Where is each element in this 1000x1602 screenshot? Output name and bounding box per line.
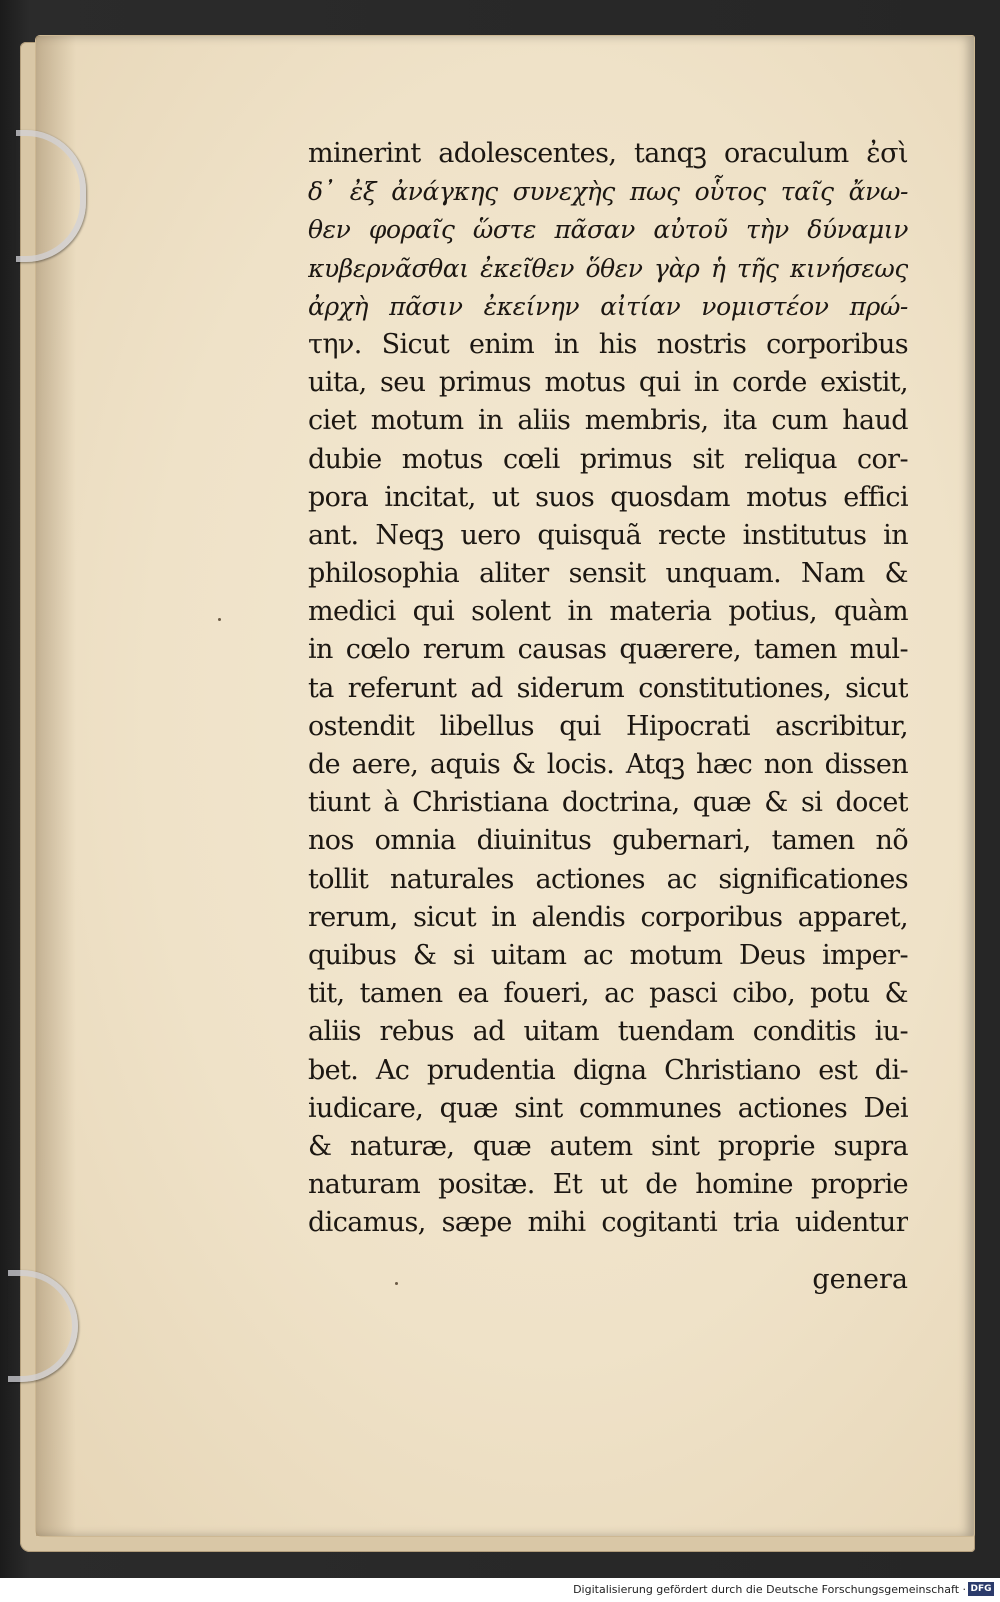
text-line: tit, tamen ea foueri, ac pasci cibo, potu & [308,978,908,1010]
text-line: in cœlo rerum causas quærere, tamen mul- [308,634,908,666]
text-line: ciet motum in aliis membris, ita cum haud [308,405,908,437]
text-line: dubie motus cœli primus sit reliqua cor- [308,443,908,475]
text-line: ant. Neqꝫ uero quisquã recte institutus in [308,519,908,551]
text-line: quibus & si uitam ac motum Deus imper- [308,939,908,971]
text-line: bet. Ac prudentia digna Christiano est di- [308,1054,908,1086]
text-line: nos omnia diuinitus gubernari, tamen nõ [308,825,908,857]
footer-credit: Digitalisierung gefördert durch die Deutsche Forschungsgemeinschaft · [573,1583,966,1596]
ink-speck [218,618,221,621]
ink-speck [395,1282,398,1285]
dfg-logo: DFG [968,1582,994,1596]
text-line: ostendit libellus qui Hipocrati ascribitur, [308,710,908,742]
text-line: rerum, sicut in alendis corporibus apparet, [308,901,908,933]
text-line: uita, seu primus motus qui in corde existit, [308,367,908,399]
text-line: ta referunt ad siderum constitutiones, sicut [308,672,908,704]
text-line: tiunt à Christiana doctrina, quæ & si docet [308,787,908,819]
text-line-greek: κυβερνᾶσθαι ἐκεῖθεν ὅθεν γὰρ ἡ τῆς κινήσεως [308,253,908,283]
text-line: de aere, aquis & locis. Atqꝫ hæc non dissen [308,749,908,780]
text-block [308,135,908,1242]
text-line: naturam positæ. Et ut de homine proprie [308,1169,908,1201]
text-line: iudicare, quæ sint communes actiones Dei [308,1092,908,1124]
text-line: minerint adolescentes, tanqꝫ oraculum ἐσὶ [308,138,908,169]
text-line: την. Sicut enim in his nostris corporibus [308,328,908,360]
text-line: medici qui solent in materia potius, quàm [308,596,908,628]
text-line-greek: ἀρχὴ πᾶσιν ἐκείνην αἰτίαν νομιστέον πρώ- [308,291,908,321]
text-line-greek: δ᾽ ἐξ ἀνάγκης συνεχὴς πως οὗτος ταῖς ἄνω- [308,177,908,207]
text-line: dicamus, sæpe mihi cogitanti tria uidentur [308,1207,908,1239]
footer-bar [0,1578,1000,1602]
text-line: & naturæ, quæ autem sint proprie supra [308,1130,908,1162]
text-line: aliis rebus ad uitam tuendam conditis iu- [308,1016,908,1048]
catchword: genera [812,1264,908,1295]
text-line: philosophia aliter sensit unquam. Nam & [308,558,908,590]
text-line: tollit naturales actiones ac significationes [308,863,908,895]
text-line-greek: θεν φοραῖς ὥστε πᾶσαν αὐτοῦ τὴν δύναμιν [308,215,908,245]
text-line: pora incitat, ut suos quosdam motus effici [308,481,908,513]
